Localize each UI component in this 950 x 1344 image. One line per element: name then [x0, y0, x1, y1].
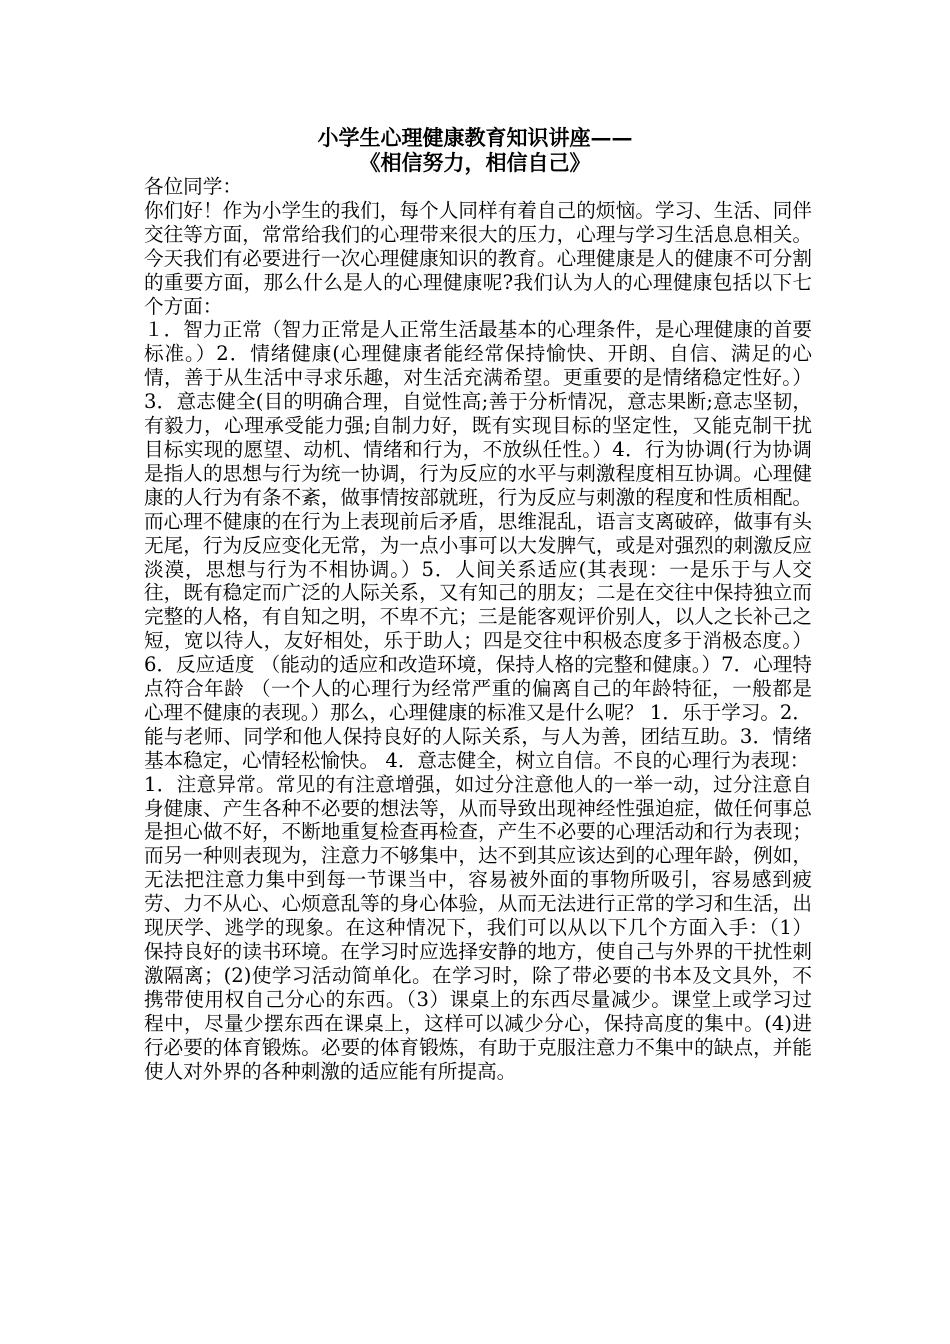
document-title: [0, 125, 950, 175]
greeting: 各位同学：: [144, 175, 242, 198]
paragraph-intro: 你们好！作为小学生的我们，每个人同样有着自己的烦恼。学习、生活、同伴交往等方面，常常给我们的心理带来很大的压力，心理与学习生活息息相关。今天我们有必要进行一次心理健康知识的教育。心理健康是人的健康不可分割的重要方面，那么什么是人的心理健康呢?我们认为人的心理健康包括以下七个方面：: [144, 198, 812, 318]
paragraph-attention-abnormal: 1．注意异常。常见的有注意增强，如过分注意他人的一举一动，过分注意自身健康、产生各种不必要的想法等，从而导致出现神经性强迫症，做任何事总是担心做不好，不断地重复检查再检查，产生不必要的心理活动和行为表现；而另一种则表现为，注意力不够集中，达不到其应该达到的心理年龄，例如，无法把注意力集中到每一节课当中，容易被外面的事物所吸引，容易感到疲劳、力不从心、心烦意乱等的身心体验，从而无法进行正常的学习和生活，出现厌学、逃学的现象。在这种情况下，我们可以从以下几个方面入手：（1）保持良好的读书环境。在学习时应选择安静的地方，使自己与外界的干扰性刺激隔离；(2)使学习活动简单化。在学习时，除了带必要的书本及文具外，不携带使用权自己分心的东西。（3）课桌上的东西尽量减少。课堂上或学习过程中，尽量少摆东西在课桌上，这样可以减少分心，保持高度的集中。(4)进行必要的体育锻炼。必要的体育锻炼，有助于克服注意力不集中的缺点，并能使人对外界的各种刺激的适应能有所提高。: [144, 772, 812, 1083]
title-line-2: 《相信努力，相信自己》: [359, 150, 591, 175]
title-line-1: 小学生心理健康教育知识讲座——: [317, 125, 633, 150]
paragraph-seven-aspects: １．智力正常（智力正常是人正常生活最基本的心理条件，是心理健康的首要标准。）2．情绪健康(心理健康者能经常保持愉快、开朗、自信、满足的心情，善于从生活中寻求乐趣，对生活充满希望。更重要的是情绪稳定性好。）3．意志健全(目的明确合理，自觉性高;善于分析情况，意志果断;意志坚韧，有毅力，心理承受能力强;自制力好，既有实现目标的坚定性，又能克制干扰目标实现的愿望、动机、情绪和行为，不放纵任性。）4．行为协调(行为协调是指人的思想与行为统一协调，行为反应的水平与刺激程度相互协调。心理健康的人行为有条不紊，做事情按部就班，行为反应与刺激的程度和性质相配。而心理不健康的在行为上表现前后矛盾，思维混乱，语言支离破碎，做事有头无尾，行为反应变化无常，为一点小事可以大发脾气，或是对强烈的刺激反应淡漠，思想与行为不相协调。）5．人间关系适应(其表现：一是乐于与人交往，既有稳定而广泛的人际关系，又有知己的朋友；二是在交往中保持独立而完整的人格，有自知之明，不卑不亢；三是能客观评价别人，以人之长补己之短，宽以待人，友好相处，乐于助人；四是交往中积极态度多于消极态度。）6．反应适度 （能动的适应和改造环境，保持人格的完整和健康。）7．心理特点符合年龄 （一个人的心理行为经常严重的偏离自己的年龄特征，一般都是心理不健康的表现。）那么，心理健康的标准又是什么呢？ 1．乐于学习。2．能与老师、同学和他人保持良好的人际关系，与人为善，团结互助。3．情绪基本稳定，心情轻松愉快。 4．意志健全，树立自信。不良的心理行为表现：: [144, 318, 812, 772]
document-body: [144, 175, 812, 1083]
